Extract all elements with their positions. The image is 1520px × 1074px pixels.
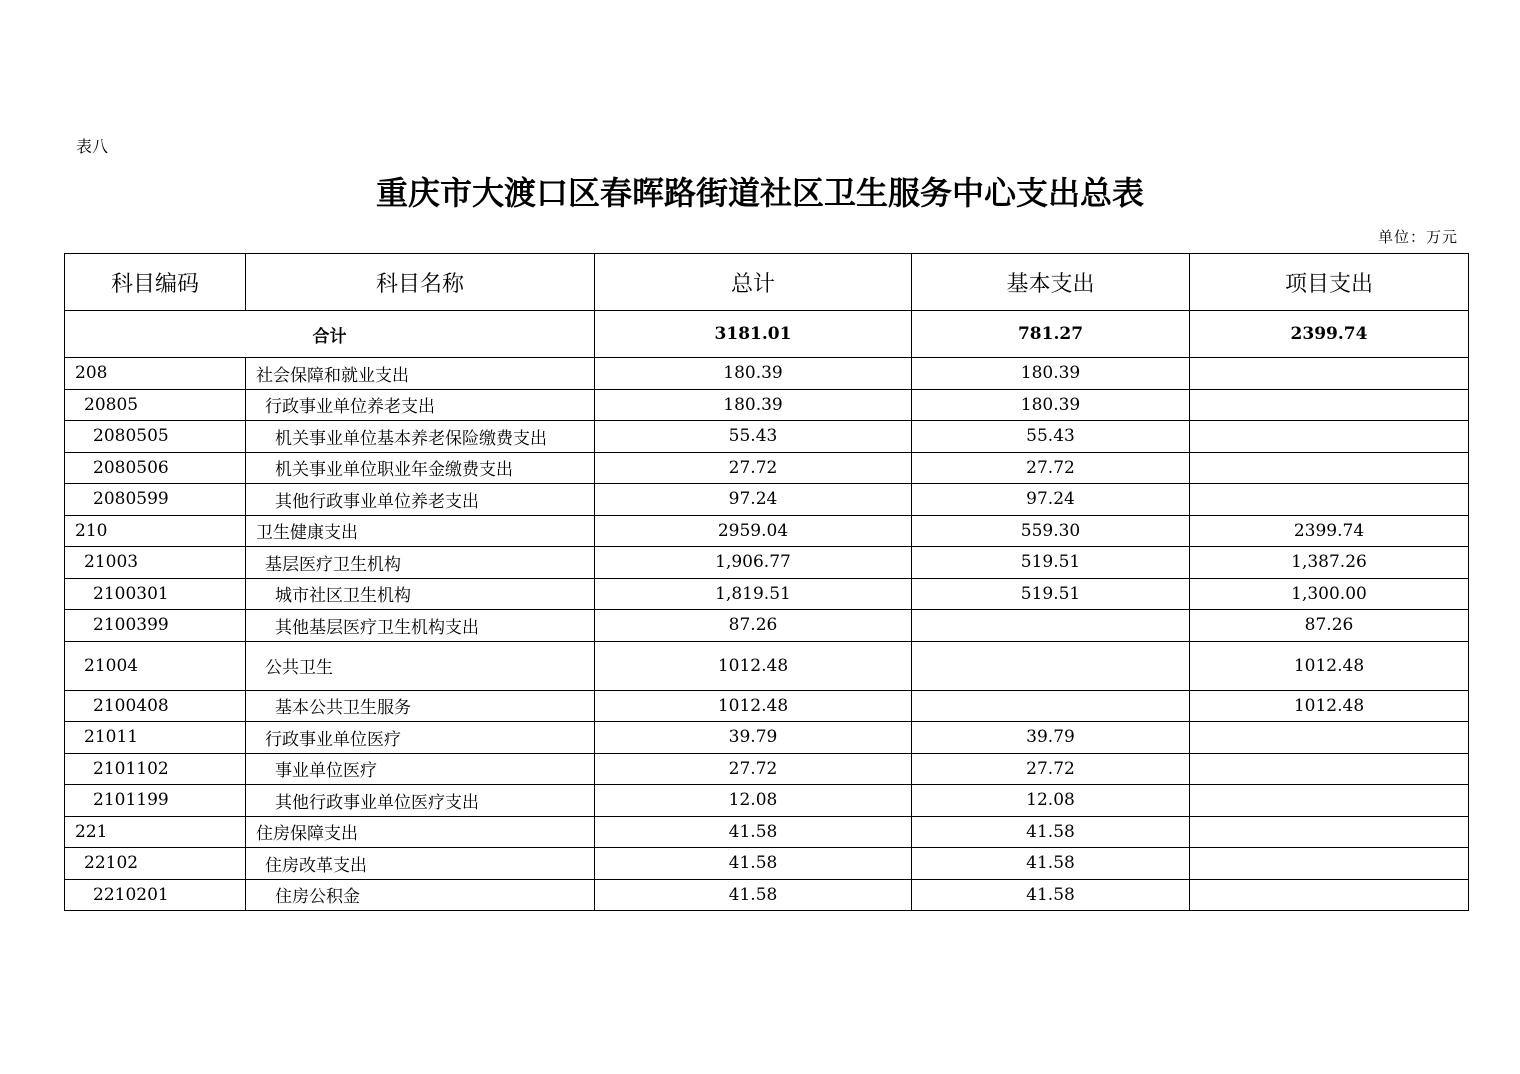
row-code: 2080599 <box>65 484 246 516</box>
row-name: 基本公共卫生服务 <box>246 690 595 722</box>
row-name: 事业单位医疗 <box>246 753 595 785</box>
row-name: 其他行政事业单位医疗支出 <box>246 785 595 817</box>
row-project: 2399.74 <box>1190 515 1469 547</box>
header-code: 科目编码 <box>65 254 246 311</box>
row-basic: 180.39 <box>912 358 1190 390</box>
row-project: 1012.48 <box>1190 641 1469 690</box>
row-name: 社会保障和就业支出 <box>246 358 595 390</box>
row-code: 221 <box>65 816 246 848</box>
row-total: 180.39 <box>595 358 912 390</box>
table-row <box>65 389 1469 421</box>
table-row <box>65 421 1469 453</box>
row-basic <box>912 690 1190 722</box>
header-total: 总计 <box>595 254 912 311</box>
row-code: 2100408 <box>65 690 246 722</box>
row-total: 55.43 <box>595 421 912 453</box>
total-row <box>65 311 1469 358</box>
table-row <box>65 785 1469 817</box>
row-project <box>1190 848 1469 880</box>
row-basic: 12.08 <box>912 785 1190 817</box>
row-total: 1012.48 <box>595 690 912 722</box>
row-basic <box>912 610 1190 642</box>
row-name: 其他基层医疗卫生机构支出 <box>246 610 595 642</box>
row-name: 城市社区卫生机构 <box>246 578 595 610</box>
row-code: 20805 <box>65 389 246 421</box>
row-project <box>1190 484 1469 516</box>
table-row <box>65 610 1469 642</box>
table-row <box>65 578 1469 610</box>
expenditure-table <box>64 253 1469 911</box>
page-title: 重庆市大渡口区春晖路街道社区卫生服务中心支出总表 <box>375 174 1144 212</box>
total-amount: 3181.01 <box>595 311 912 358</box>
table-row <box>65 484 1469 516</box>
row-basic: 180.39 <box>912 389 1190 421</box>
total-project: 2399.74 <box>1190 311 1469 358</box>
row-project <box>1190 785 1469 817</box>
table-row <box>65 753 1469 785</box>
row-code: 2210201 <box>65 879 246 911</box>
row-basic: 39.79 <box>912 722 1190 754</box>
row-total: 41.58 <box>595 816 912 848</box>
row-name: 住房公积金 <box>246 879 595 911</box>
table-row <box>65 722 1469 754</box>
row-code: 210 <box>65 515 246 547</box>
row-total: 12.08 <box>595 785 912 817</box>
row-basic: 519.51 <box>912 547 1190 579</box>
header-project: 项目支出 <box>1190 254 1469 311</box>
row-project <box>1190 722 1469 754</box>
row-name: 公共卫生 <box>246 641 595 690</box>
table-row <box>65 452 1469 484</box>
table-number-label: 表八 <box>76 137 109 156</box>
row-code: 2101199 <box>65 785 246 817</box>
table-row <box>65 515 1469 547</box>
row-project <box>1190 358 1469 390</box>
row-name: 行政事业单位养老支出 <box>246 389 595 421</box>
row-total: 1,906.77 <box>595 547 912 579</box>
header-basic: 基本支出 <box>912 254 1190 311</box>
header-row <box>65 254 1469 311</box>
row-total: 1,819.51 <box>595 578 912 610</box>
unit-label: 单位：万元 <box>1377 228 1458 246</box>
row-project <box>1190 753 1469 785</box>
row-name: 卫生健康支出 <box>246 515 595 547</box>
row-name: 住房保障支出 <box>246 816 595 848</box>
row-basic: 55.43 <box>912 421 1190 453</box>
row-name: 机关事业单位基本养老保险缴费支出 <box>246 421 595 453</box>
row-code: 2080505 <box>65 421 246 453</box>
row-basic: 27.72 <box>912 753 1190 785</box>
row-project <box>1190 452 1469 484</box>
row-project <box>1190 816 1469 848</box>
row-total: 180.39 <box>595 389 912 421</box>
row-code: 2080506 <box>65 452 246 484</box>
row-project: 1,300.00 <box>1190 578 1469 610</box>
row-name: 住房改革支出 <box>246 848 595 880</box>
row-project <box>1190 421 1469 453</box>
row-name: 机关事业单位职业年金缴费支出 <box>246 452 595 484</box>
row-basic: 97.24 <box>912 484 1190 516</box>
total-basic: 781.27 <box>912 311 1190 358</box>
row-code: 21011 <box>65 722 246 754</box>
row-project <box>1190 389 1469 421</box>
table-row <box>65 690 1469 722</box>
row-code: 2100399 <box>65 610 246 642</box>
row-total: 41.58 <box>595 879 912 911</box>
row-project: 1012.48 <box>1190 690 1469 722</box>
row-name: 其他行政事业单位养老支出 <box>246 484 595 516</box>
row-total: 87.26 <box>595 610 912 642</box>
row-basic: 41.58 <box>912 816 1190 848</box>
total-label: 合计 <box>65 311 595 358</box>
row-code: 22102 <box>65 848 246 880</box>
row-total: 97.24 <box>595 484 912 516</box>
row-code: 21004 <box>65 641 246 690</box>
row-project: 1,387.26 <box>1190 547 1469 579</box>
row-code: 208 <box>65 358 246 390</box>
row-basic: 27.72 <box>912 452 1190 484</box>
table-row <box>65 816 1469 848</box>
row-total: 1012.48 <box>595 641 912 690</box>
row-total: 2959.04 <box>595 515 912 547</box>
row-total: 39.79 <box>595 722 912 754</box>
row-project: 87.26 <box>1190 610 1469 642</box>
row-project <box>1190 879 1469 911</box>
table-row <box>65 848 1469 880</box>
table-row <box>65 641 1469 690</box>
row-name: 基层医疗卫生机构 <box>246 547 595 579</box>
table-row <box>65 547 1469 579</box>
row-total: 27.72 <box>595 452 912 484</box>
row-total: 27.72 <box>595 753 912 785</box>
row-basic: 41.58 <box>912 848 1190 880</box>
row-code: 21003 <box>65 547 246 579</box>
row-basic: 559.30 <box>912 515 1190 547</box>
row-name: 行政事业单位医疗 <box>246 722 595 754</box>
header-name: 科目名称 <box>246 254 595 311</box>
row-basic: 519.51 <box>912 578 1190 610</box>
row-code: 2101102 <box>65 753 246 785</box>
row-basic: 41.58 <box>912 879 1190 911</box>
table-row <box>65 358 1469 390</box>
row-code: 2100301 <box>65 578 246 610</box>
row-total: 41.58 <box>595 848 912 880</box>
table-row <box>65 879 1469 911</box>
row-basic <box>912 641 1190 690</box>
